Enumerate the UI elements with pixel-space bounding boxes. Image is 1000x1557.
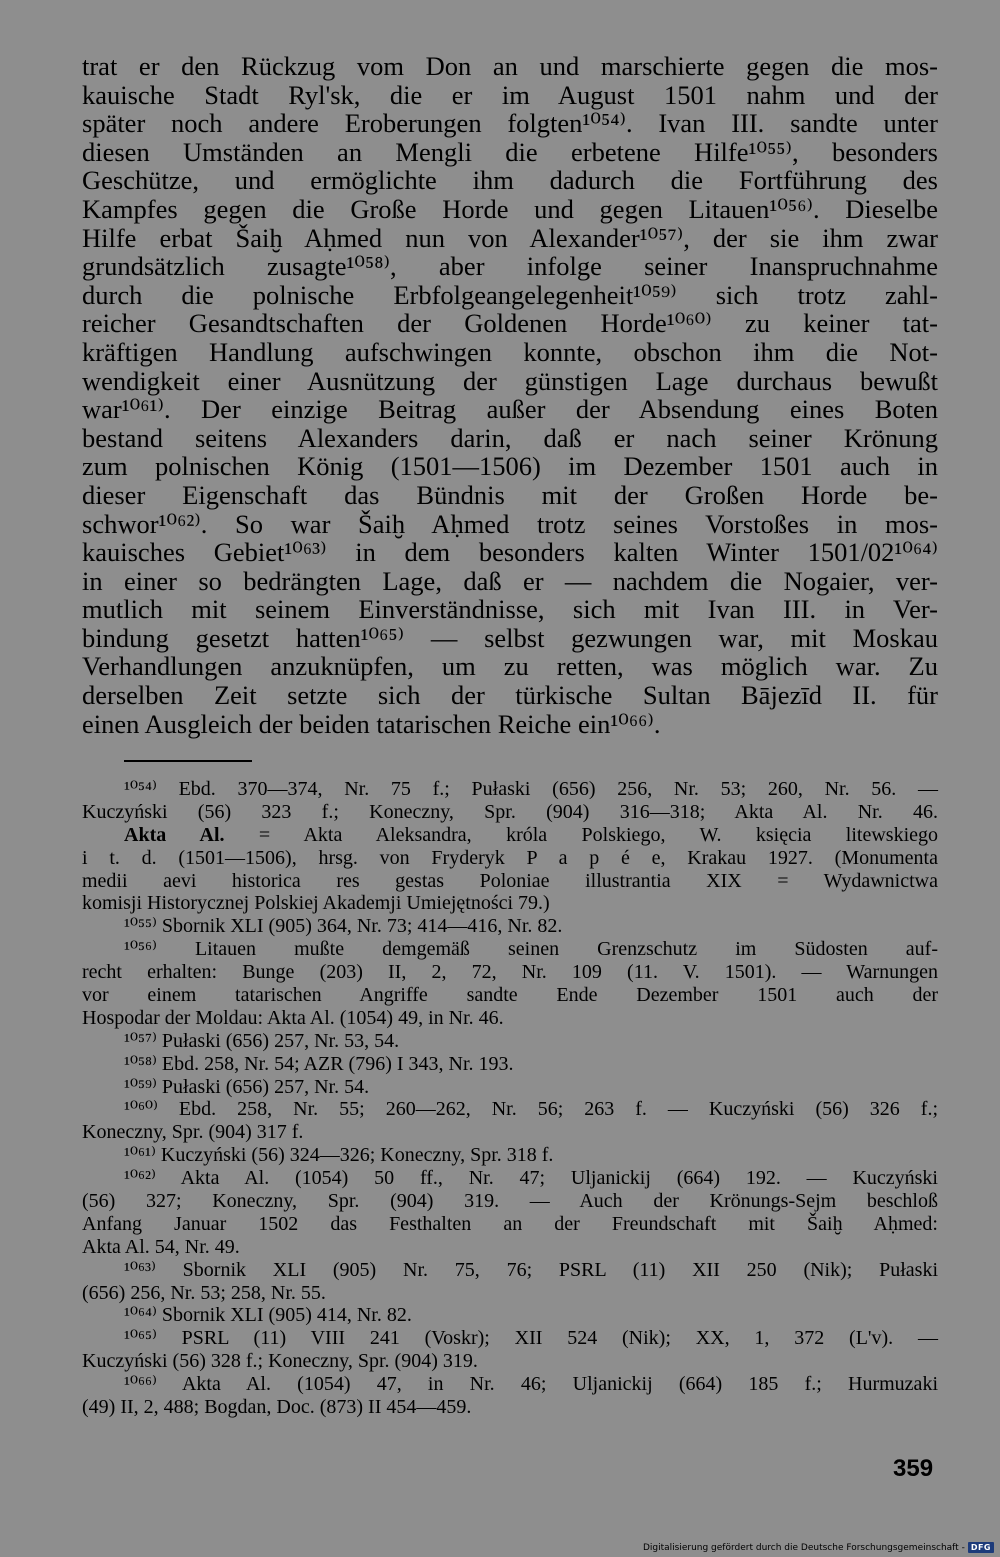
dfg-logo-icon: DFG [968, 1542, 994, 1553]
footnote-line: ¹⁰⁶³⁾ Sbornik XLI (905) Nr. 75, 76; PSRL (11) XII 250 (Nik); Pułaski [124, 1258, 938, 1281]
abbreviation-term: Akta Al. [124, 823, 225, 846]
footnote-line: i t. d. (1501—1506), hrsg. von Fryderyk P a p é e, Krakau 1927. (Monumenta [82, 846, 938, 869]
footnote-line: ¹⁰⁶⁵⁾ PSRL (11) VIII 241 (Voskr); XII 524 (Nik); XX, 1, 372 (L'v). — [124, 1327, 938, 1350]
footnotes [82, 778, 938, 1419]
footnote-line: Kuczyński (56) 323 f.; Koneczny, Spr. (904) 316—318; Akta Al. Nr. 46. [82, 800, 938, 823]
footnote-line: ¹⁰⁶⁰⁾ Ebd. 258, Nr. 55; 260—262, Nr. 56; 263 f. — Kuczyński (56) 326 f.; [124, 1098, 938, 1121]
footnote-line: Kuczyński (56) 328 f.; Koneczny, Spr. (904) 319. [82, 1350, 478, 1373]
text-line: Verhandlungen anzuknüpfen, um zu retten, was möglich war. Zu [82, 651, 938, 682]
footnote-line: ¹⁰⁶⁶⁾ Akta Al. (1054) 47, in Nr. 46; Uljanickij (664) 185 f.; Hurmuzaki [124, 1373, 938, 1396]
footnote-line: Akta Al. 54, Nr. 49. [82, 1235, 240, 1258]
main-text [82, 52, 938, 738]
footnote-line: Koneczny, Spr. (904) 317 f. [82, 1121, 304, 1144]
text-line: kauische Stadt Ryl'sk, die er im August 1501 nahm und der [82, 79, 938, 110]
footnote-line: (56) 327; Koneczny, Spr. (904) 319. — Auch der Krönungs-Sejm beschloß [82, 1190, 938, 1213]
text-line: grundsätzlich zusagte¹⁰⁵⁸⁾, aber infolge seiner Inanspruchnahme [82, 251, 938, 282]
footnote-line: Akta Al. = Akta Aleksandra, króla Polskiego, W. księcia litewskiego [124, 823, 938, 846]
footnote-line: (656) 256, Nr. 53; 258, Nr. 55. [82, 1281, 326, 1304]
text-line: zum polnischen König (1501—1506) im Dezember 1501 auch in [82, 451, 938, 482]
text-line: trat er den Rückzug vom Don an und marschierte gegen die mos- [82, 51, 938, 81]
page-number: 359 [893, 1455, 934, 1482]
footnote-line: ¹⁰⁶²⁾ Akta Al. (1054) 50 ff., Nr. 47; Uljanickij (664) 192. — Kuczyński [124, 1167, 938, 1190]
digitization-credit [643, 1542, 994, 1553]
footnote-line: (49) II, 2, 488; Bogdan, Doc. (873) II 454—459. [82, 1396, 472, 1419]
footnote-line: ¹⁰⁵⁷⁾ Pułaski (656) 257, Nr. 53, 54. [124, 1029, 400, 1052]
footnote-line: ¹⁰⁶⁴⁾ Sbornik XLI (905) 414, Nr. 82. [124, 1304, 412, 1327]
footnote-line: recht erhalten: Bunge (203) II, 2, 72, Nr. 109 (11. V. 1501). — Warnungen [82, 961, 938, 984]
text-line: Kampfes gegen die Große Horde und gegen Litauen¹⁰⁵⁶⁾. Dieselbe [82, 193, 938, 224]
text-line: derselben Zeit setzte sich der türkische Sultan Bājezīd II. für [82, 680, 938, 711]
text-line: in einer so bedrängten Lage, daß er — nachdem die Nogaier, ver- [82, 565, 938, 596]
text-line: durch die polnische Erbfolgeangelegenheit¹⁰⁵⁹⁾ sich trotz zahl- [82, 279, 938, 310]
text-line: später noch andere Eroberungen folgten¹⁰⁵⁴⁾. Ivan III. sandte unter [82, 108, 938, 139]
text-line: reicher Gesandtschaften der Goldenen Horde¹⁰⁶⁰⁾ zu keiner tat- [82, 308, 938, 339]
text-line: bestand seitens Alexanders darin, daß er nach seiner Krönung [82, 422, 938, 453]
footnote-line: Anfang Januar 1502 das Festhalten an der Freundschaft mit Šaiḫ Aḥmed: [82, 1212, 938, 1235]
credit-text: Digitalisierung gefördert durch die Deutsche Forschungsgemeinschaft - [642, 1542, 965, 1553]
footnote-line: komisji Historycznej Polskiej Akademji Umiejętności 79.) [82, 892, 550, 915]
text-line: schwor¹⁰⁶²⁾. So war Šaiḫ Aḥmed trotz seines Vorstoßes in mos- [82, 508, 938, 539]
text-line: dieser Eigenschaft das Bündnis mit der Großen Horde be- [82, 479, 938, 510]
footnote-line: ¹⁰⁵⁶⁾ Litauen mußte demgemäß seinen Grenzschutz im Südosten auf- [124, 938, 938, 961]
footnote-line: ¹⁰⁶¹⁾ Kuczyński (56) 324—326; Koneczny, Spr. 318 f. [124, 1144, 554, 1167]
text-line: wendigkeit einer Ausnützung der günstigen Lage durchaus bewußt [82, 365, 938, 396]
footnote-line: ¹⁰⁵⁸⁾ Ebd. 258, Nr. 54; AZR (796) I 343, Nr. 193. [124, 1052, 514, 1075]
text-line: kräftigen Handlung aufschwingen konnte, obschon ihm die Not- [82, 336, 938, 367]
text-line: mutlich mit seinem Einverständnisse, sich mit Ivan III. in Ver- [82, 594, 938, 625]
footnote-line: ¹⁰⁵⁵⁾ Sbornik XLI (905) 364, Nr. 73; 414—416, Nr. 82. [124, 915, 563, 938]
text-line: bindung gesetzt hatten¹⁰⁶⁵⁾ — selbst gezwungen war, mit Moskau [82, 622, 938, 653]
footnote-line: ¹⁰⁵⁹⁾ Pułaski (656) 257, Nr. 54. [124, 1075, 370, 1098]
footnote-line: ¹⁰⁵⁴⁾ Ebd. 370—374, Nr. 75 f.; Pułaski (656) 256, Nr. 53; 260, Nr. 56. — [124, 778, 938, 800]
footnote-line: vor einem tatarischen Angriffe sandte Ende Dezember 1501 auch der [82, 984, 938, 1007]
text-line: Geschütze, und ermöglichte ihm dadurch die Fortführung des [82, 165, 938, 196]
text-line: diesen Umständen an Mengli die erbetene Hilfe¹⁰⁵⁵⁾, besonders [82, 136, 938, 167]
text-line: kauisches Gebiet¹⁰⁶³⁾ in dem besonders kalten Winter 1501/02¹⁰⁶⁴⁾ [82, 537, 938, 568]
text-line: einen Ausgleich der beiden tatarischen Reiche ein¹⁰⁶⁶⁾. [82, 708, 661, 739]
footnote-divider [124, 760, 252, 762]
footnote-line: medii aevi historica res gestas Poloniae illustrantia XIX = Wydawnictwa [82, 869, 938, 892]
text-line: war¹⁰⁶¹⁾. Der einzige Beitrag außer der Absendung eines Boten [82, 394, 938, 425]
footnote-line: Hospodar der Moldau: Akta Al. (1054) 49, in Nr. 46. [82, 1006, 504, 1029]
text-line: Hilfe erbat Šaiḫ Aḥmed nun von Alexander¹⁰⁵⁷⁾, der sie ihm zwar [82, 222, 938, 253]
